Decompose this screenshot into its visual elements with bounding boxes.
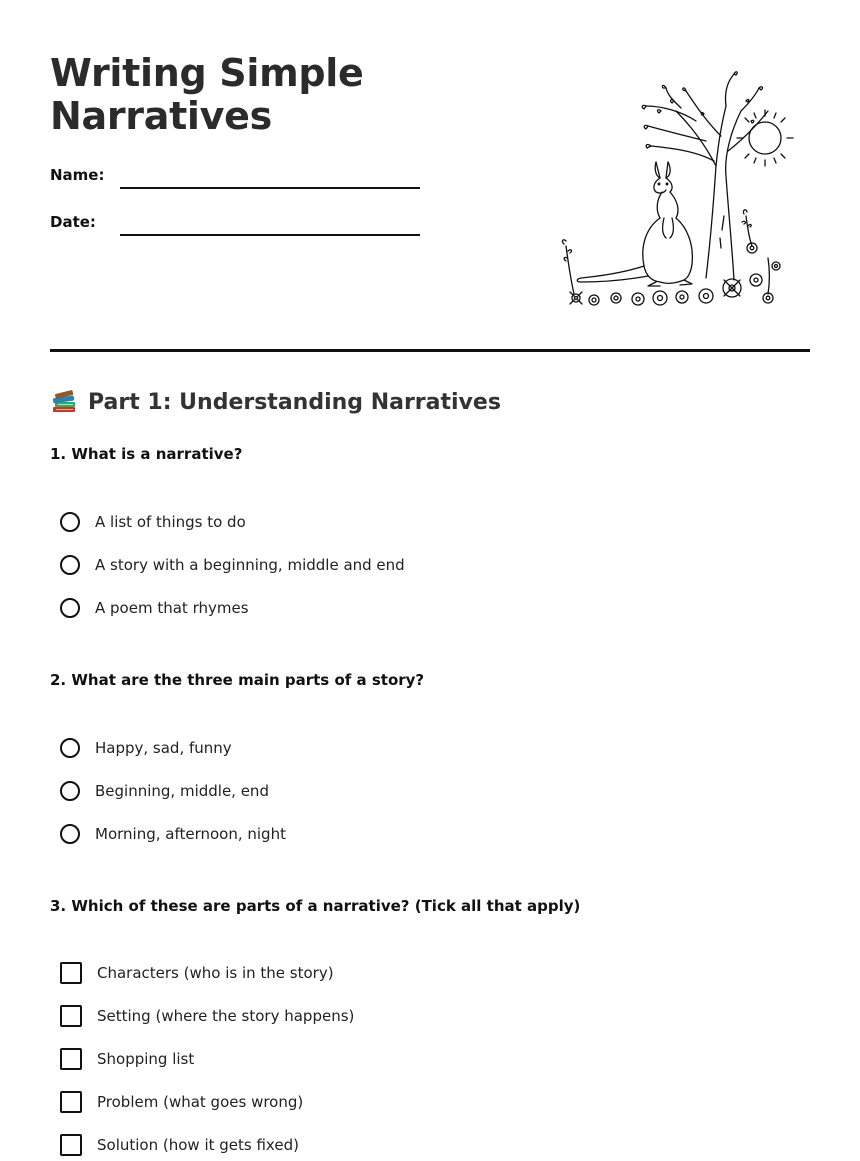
q2-option-2[interactable] xyxy=(60,781,269,801)
q1-option-1[interactable] xyxy=(60,512,246,532)
part1-heading xyxy=(50,388,501,416)
books-icon xyxy=(50,388,78,416)
q3-option-1[interactable] xyxy=(60,962,334,984)
q3-option-3[interactable] xyxy=(60,1048,194,1070)
option-label: Setting (where the story happens) xyxy=(97,1007,355,1025)
sun-icon xyxy=(737,110,793,166)
radio-button[interactable] xyxy=(60,824,80,844)
option-label: Solution (how it gets fixed) xyxy=(97,1136,299,1154)
question-3: 3. Which of these are parts of a narrative? (Tick all that apply) xyxy=(50,897,581,915)
option-label: A story with a beginning, middle and end xyxy=(95,556,405,574)
option-label: Morning, afternoon, night xyxy=(95,825,286,843)
q3-option-5[interactable] xyxy=(60,1134,299,1156)
date-field[interactable] xyxy=(120,234,420,236)
question-2: 2. What are the three main parts of a story? xyxy=(50,671,425,689)
radio-button[interactable] xyxy=(60,598,80,618)
q3-option-2[interactable] xyxy=(60,1005,354,1027)
kangaroo-icon xyxy=(577,162,692,286)
question-1: 1. What is a narrative? xyxy=(50,445,243,463)
option-label: Beginning, middle, end xyxy=(95,782,269,800)
q2-option-3[interactable] xyxy=(60,824,286,844)
date-label: Date: xyxy=(50,213,96,231)
page-title: Writing Simple Narratives xyxy=(50,51,364,138)
option-label: Shopping list xyxy=(97,1050,195,1068)
flowers-icon xyxy=(563,210,780,305)
checkbox[interactable] xyxy=(60,962,82,984)
radio-button[interactable] xyxy=(60,512,80,532)
name-label: Name: xyxy=(50,166,105,184)
q3-option-4[interactable] xyxy=(60,1091,303,1113)
section-title: Part 1: Understanding Narratives xyxy=(88,389,501,415)
q1-option-3[interactable] xyxy=(60,598,249,618)
option-label: Happy, sad, funny xyxy=(95,739,232,757)
checkbox[interactable] xyxy=(60,1091,82,1113)
section-divider xyxy=(50,349,810,352)
option-label: Problem (what goes wrong) xyxy=(97,1093,304,1111)
radio-button[interactable] xyxy=(60,738,80,758)
radio-button[interactable] xyxy=(60,781,80,801)
checkbox[interactable] xyxy=(60,1005,82,1027)
checkbox[interactable] xyxy=(60,1134,82,1156)
option-label: A list of things to do xyxy=(95,513,246,531)
radio-button[interactable] xyxy=(60,555,80,575)
checkbox[interactable] xyxy=(60,1048,82,1070)
name-field[interactable] xyxy=(120,187,420,189)
option-label: Characters (who is in the story) xyxy=(97,964,334,982)
q1-option-2[interactable] xyxy=(60,555,405,575)
kangaroo-under-tree-illustration xyxy=(556,66,796,312)
q2-option-1[interactable] xyxy=(60,738,232,758)
option-label: A poem that rhymes xyxy=(95,599,249,617)
tree-icon xyxy=(642,72,768,280)
